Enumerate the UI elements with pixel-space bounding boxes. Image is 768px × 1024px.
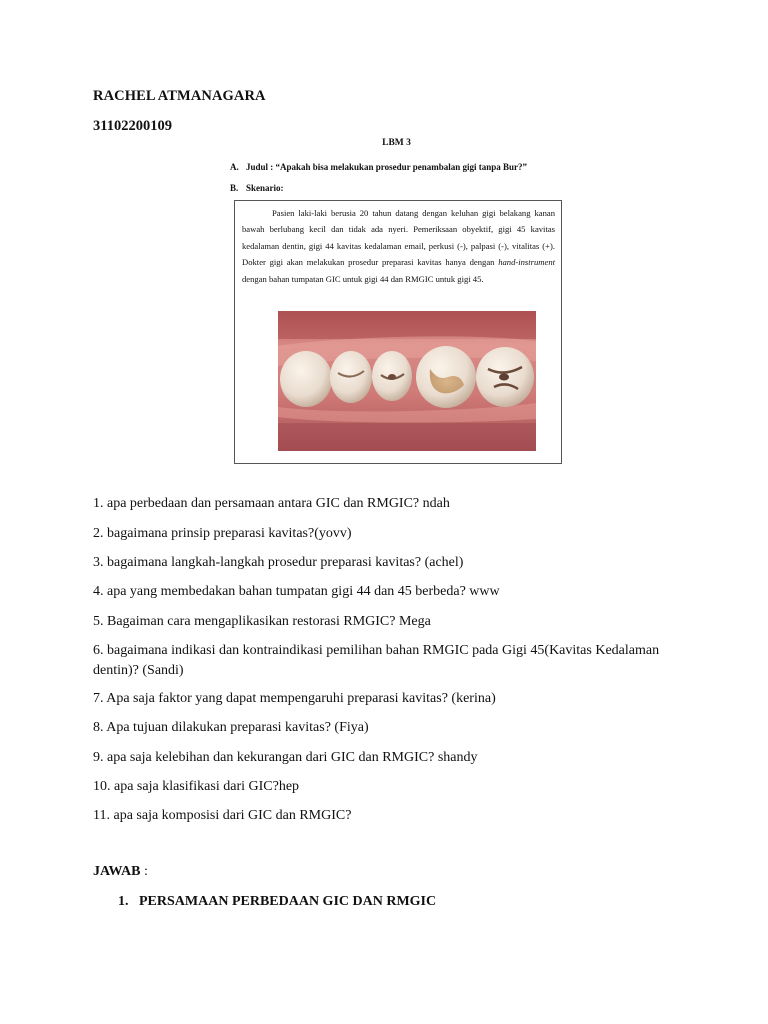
tooth-45 [372, 351, 412, 401]
question-item: 10. apa saja klasifikasi dari GIC?hep [93, 779, 300, 794]
judul-line [230, 162, 527, 172]
student-id: 31102200109 [93, 118, 172, 134]
question-item: 5. Bagaiman cara mengaplikasikan restorasi RMGIC? Mega [93, 614, 431, 629]
tooth-43 [476, 347, 534, 407]
question-item: 8. Apa tujuan dilakukan preparasi kavitas? (Fiya) [93, 720, 369, 735]
lbm-heading: LBM 3 [382, 138, 411, 148]
tooth-44 [416, 346, 476, 408]
skenario-line [230, 183, 284, 193]
author-name: RACHEL ATMANAGARA [93, 88, 266, 104]
question-item: 4. apa yang membedakan bahan tumpatan gigi 44 dan 45 berbeda? www [93, 584, 500, 599]
question-item: 3. bagaimana langkah-langkah prosedur preparasi kavitas? (achel) [93, 555, 464, 570]
question-item: 7. Apa saja faktor yang dapat mempengaruhi preparasi kavitas? (kerina) [93, 691, 496, 706]
scanned-assignment-image [224, 134, 569, 469]
judul-marker: A. [230, 162, 239, 172]
question-item: 6. bagaimana indikasi dan kontraindikasi pemilihan bahan RMGIC pada Gigi 45(Kavitas Kedalaman dentin)? (Sandi) [93, 643, 660, 678]
question-item: 1. apa perbedaan dan persamaan antara GIC dan RMGIC? ndah [93, 496, 450, 511]
skenario-box [234, 200, 562, 464]
question-item: 11. apa saja komposisi dari GIC dan RMGIC? [93, 808, 352, 823]
tooth-molar-2 [280, 351, 332, 407]
skenario-label: Skenario: [246, 183, 284, 193]
teeth-photo [278, 311, 536, 451]
question-item: 9. apa saja kelebihan dan kekurangan dari GIC dan RMGIC? shandy [93, 750, 478, 765]
judul-text: Judul : “Apakah bisa melakukan prosedur penambalan gigi tanpa Bur?” [246, 162, 528, 172]
section-heading [118, 894, 436, 910]
section-number: 1. [118, 894, 129, 909]
jawab-label: JAWAB : [93, 864, 148, 879]
section-title: PERSAMAAN PERBEDAAN GIC DAN RMGIC [139, 894, 437, 909]
skenario-text: Pasien laki-laki berusia 20 tahun datang dengan keluhan gigi belakang kanan bawah berlubang kecil dan tidak ada nyeri. Pemeriksaan obyektif, gigi 45 kavitas kedalaman dentin, gigi 44 kavitas kedalaman email, perkusi (-), palpasi (-), vitalitas (+). Dokter gigi akan melakukan prosedur preparasi kavitas hanya dengan hand-instrument dengan bahan tumpatan GIC untuk gigi 44 dan RMGIC untuk gigi 45. [242, 208, 555, 284]
skenario-marker: B. [230, 183, 239, 193]
tooth-molar-1 [330, 351, 372, 403]
question-item: 2. bagaimana prinsip preparasi kavitas?(yovv) [93, 526, 352, 541]
